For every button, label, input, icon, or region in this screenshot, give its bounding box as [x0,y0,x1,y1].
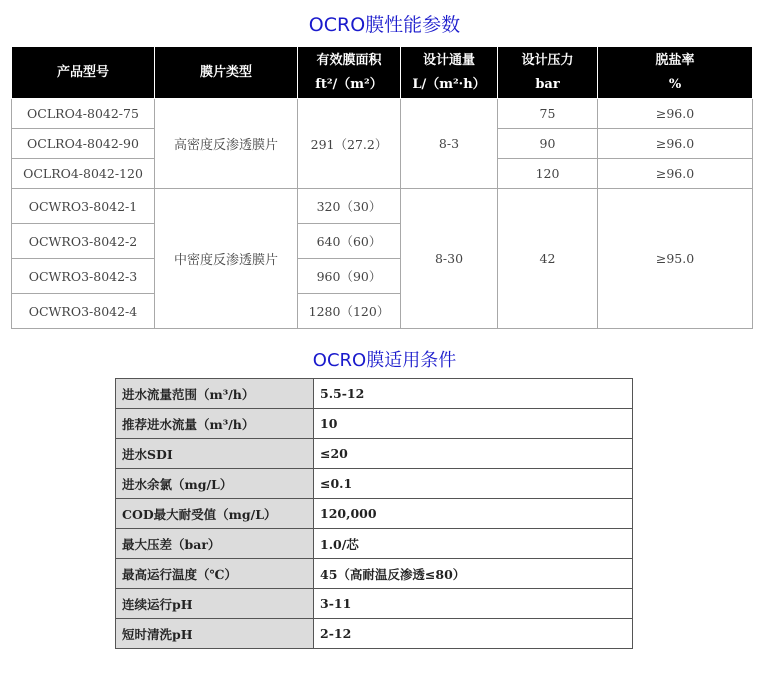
condition-label: 进水余氯（mg/L） [116,469,314,499]
rejection-cell: ≥95.0 [598,189,753,329]
model-cell: OCLRO4-8042-90 [12,129,155,159]
condition-value: 45（高耐温反渗透≤80） [314,559,633,589]
condition-label: 短时清洗pH [116,619,314,649]
rejection-cell: ≥96.0 [598,99,753,129]
area-cell: 960（90） [298,259,401,294]
membrane-type-cell: 高密度反渗透膜片 [155,99,298,189]
table-row [12,189,753,224]
condition-label: 最大压差（bar） [116,529,314,559]
conditions-title: OCRO膜适用条件 [312,350,457,371]
header-pressure-line1: 设计压力 [521,52,574,68]
condition-value: 5.5-12 [314,379,633,409]
rejection-cell: ≥96.0 [598,159,753,189]
area-cell: 1280（120） [298,294,401,329]
header-flux [401,47,498,99]
header-flux-line2: L/（m²·h） [412,76,486,92]
header-area-line2: ft²/（m²） [315,76,383,92]
condition-row [116,619,633,649]
header-model: 产品型号 [12,47,155,99]
header-type: 膜片类型 [155,47,298,99]
condition-row [116,529,633,559]
condition-value: 120,000 [314,499,633,529]
condition-row [116,409,633,439]
condition-row [116,589,633,619]
performance-table [11,46,753,329]
header-flux-line1: 设计通量 [422,52,475,68]
condition-row [116,469,633,499]
condition-value: 10 [314,409,633,439]
model-cell: OCWRO3-8042-3 [12,259,155,294]
condition-label: COD最大耐受值（mg/L） [116,499,314,529]
header-row [12,47,753,99]
header-rejection-line2: % [668,76,682,92]
header-rejection-line1: 脱盐率 [655,52,695,68]
flux-cell: 8-30 [401,189,498,329]
condition-value: 1.0/芯 [314,529,633,559]
header-rejection [598,47,753,99]
condition-label: 进水SDI [116,439,314,469]
pressure-cell: 75 [498,99,598,129]
condition-label: 推荐进水流量（m³/h） [116,409,314,439]
model-cell: OCLRO4-8042-75 [12,99,155,129]
header-pressure [498,47,598,99]
model-cell: OCWRO3-8042-2 [12,224,155,259]
condition-value: ≤0.1 [314,469,633,499]
condition-row [116,499,633,529]
header-area [298,47,401,99]
condition-label: 进水流量范围（m³/h） [116,379,314,409]
membrane-type-cell: 中密度反渗透膜片 [155,189,298,329]
model-cell: OCLRO4-8042-120 [12,159,155,189]
condition-value: 3-11 [314,589,633,619]
header-pressure-line2: bar [535,76,560,92]
area-cell: 320（30） [298,189,401,224]
condition-value: ≤20 [314,439,633,469]
pressure-cell: 42 [498,189,598,329]
pressure-cell: 90 [498,129,598,159]
header-area-line1: 有效膜面积 [316,52,382,68]
model-cell: OCWRO3-8042-1 [12,189,155,224]
area-cell: 291（27.2） [298,99,401,189]
rejection-cell: ≥96.0 [598,129,753,159]
flux-cell: 8-3 [401,99,498,189]
table-row [12,99,753,129]
pressure-cell: 120 [498,159,598,189]
condition-label: 连续运行pH [116,589,314,619]
area-cell: 640（60） [298,224,401,259]
condition-value: 2-12 [314,619,633,649]
condition-row [116,379,633,409]
condition-label: 最高运行温度（℃） [116,559,314,589]
condition-row [116,439,633,469]
performance-title: OCRO膜性能参数 [308,14,461,36]
model-cell: OCWRO3-8042-4 [12,294,155,329]
condition-row [116,559,633,589]
conditions-table [115,378,633,649]
